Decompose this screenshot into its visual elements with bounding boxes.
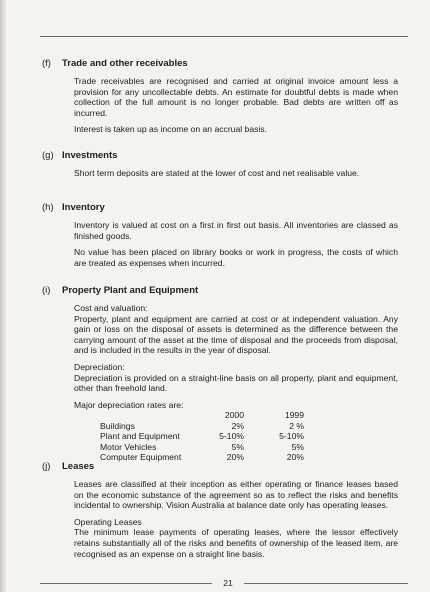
section-trade-receivables bbox=[42, 58, 398, 141]
section-marker: (g) bbox=[42, 150, 54, 161]
section-marker: (h) bbox=[42, 202, 54, 213]
depreciation-subheading: Depreciation: bbox=[74, 361, 125, 372]
paragraph: Trade receivables are recognised and carried at original invoice amount less a provision for any uncollectable debts. An estimate for doubtful debts is made when collection of the full amount is no longer probable. Bad debts are written off as incurred. bbox=[74, 76, 398, 118]
table-header-row bbox=[100, 410, 304, 420]
section-marker: (j) bbox=[42, 461, 51, 472]
asset-class: Buildings bbox=[100, 420, 135, 431]
rate-1999: 2 % bbox=[289, 420, 304, 431]
header-rule bbox=[40, 36, 408, 37]
asset-class: Plant and Equipment bbox=[100, 431, 180, 442]
paragraph: Short term deposits are stated at the lower of cost and net realisable value. bbox=[74, 168, 360, 178]
paragraph: No value has been placed on library books or work in progress, the costs of which are treated as expenses when incurred. bbox=[74, 247, 398, 268]
section-heading: Inventory bbox=[62, 202, 105, 213]
asset-class: Motor Vehicles bbox=[100, 441, 157, 452]
rate-2000: 5-10% bbox=[219, 431, 244, 442]
table-row bbox=[100, 431, 304, 441]
section-heading: Leases bbox=[62, 461, 95, 472]
table-row bbox=[100, 421, 304, 431]
cost-subheading: Cost and valuation: bbox=[74, 303, 148, 313]
section-heading: Investments bbox=[62, 150, 118, 161]
paragraph: Depreciation is provided on a straight-line basis on all property, plant and equipment, other than freehold land. bbox=[74, 372, 398, 394]
section-investments bbox=[42, 150, 398, 185]
rate-2000: 20% bbox=[226, 451, 244, 462]
rate-2000: 2% bbox=[231, 420, 244, 431]
paragraph: Interest is taken up as income on an accrual basis. bbox=[74, 124, 267, 135]
section-marker: (i) bbox=[42, 285, 51, 296]
section-heading: Trade and other receivables bbox=[62, 58, 188, 69]
footer-rule-left bbox=[40, 583, 212, 584]
asset-class: Computer Equipment bbox=[100, 451, 182, 462]
paragraph: Property, plant and equipment are carried at cost or at independent valuation. Any gain or loss on the disposal of assets is determined as the difference between the carrying amount of the asset at the time of disposal and the proceeds from disposal, and is included in the results in the year of disposal. bbox=[74, 313, 398, 356]
paragraph: The minimum lease payments of operating leases, where the lessor effectively retains substantially all of the risks and benefits of ownership of the leased item, are recognised as an expense on a straight line basis. bbox=[74, 527, 398, 559]
column-header-2000: 2000 bbox=[224, 410, 244, 421]
section-inventory bbox=[42, 202, 398, 274]
page-edge-shadow bbox=[0, 0, 6, 592]
table-row bbox=[100, 442, 304, 452]
rate-1999: 5-10% bbox=[279, 431, 304, 442]
rate-1999: 5% bbox=[291, 441, 304, 452]
operating-leases-subheading: Operating Leases bbox=[74, 516, 142, 527]
paragraph: Leases are classified at their inception as either operating or finance leases based on the economic substance of the agreement so as to reflect the risks and benefits incidental to ownership. Vision Australia at balance date only has operating leases. bbox=[74, 479, 398, 511]
section-leases bbox=[42, 461, 398, 565]
page-number: 21 bbox=[223, 578, 233, 588]
depreciation-rates-table bbox=[100, 410, 304, 462]
section-heading: Property Plant and Equipment bbox=[62, 285, 199, 296]
rate-2000: 5% bbox=[231, 441, 244, 452]
rates-intro: Major depreciation rates are: bbox=[74, 399, 184, 410]
section-marker: (f) bbox=[42, 58, 51, 69]
footer-rule-right bbox=[244, 583, 408, 584]
rate-1999: 20% bbox=[286, 451, 304, 462]
section-property-plant-equipment bbox=[42, 285, 398, 462]
column-header-1999: 1999 bbox=[284, 410, 304, 421]
paragraph: Inventory is valued at cost on a first in first out basis. All inventories are classed as finished goods. bbox=[74, 220, 398, 241]
